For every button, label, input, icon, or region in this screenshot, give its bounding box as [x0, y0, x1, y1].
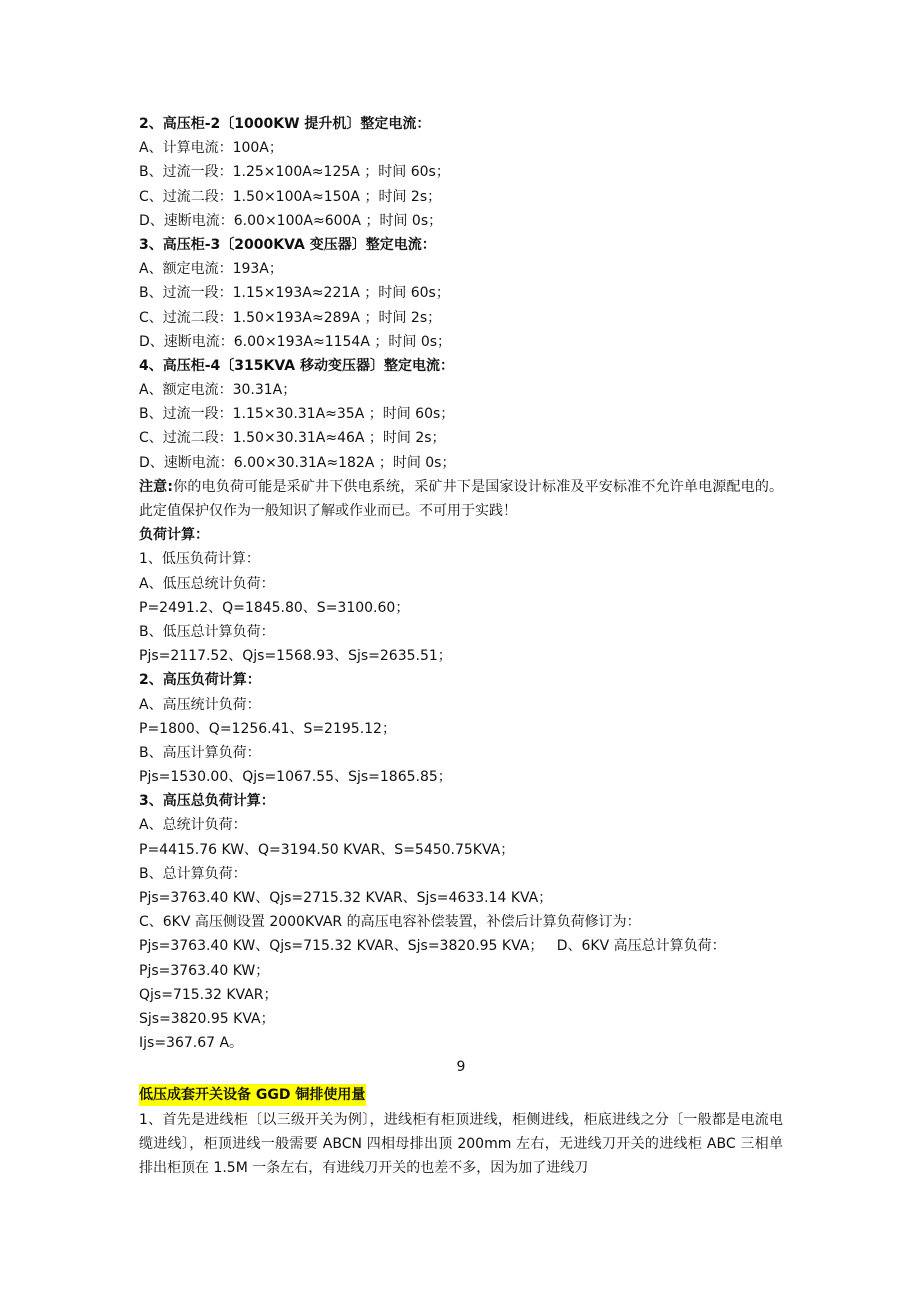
list-item: B、过流一段：1.25×100A≈125A ；时间 60s；	[139, 164, 450, 181]
note-label: 注意:	[139, 478, 173, 495]
low-voltage-calc-value: Pjs=2117.52、Qjs=1568.93、Sjs=2635.51；	[139, 648, 452, 665]
high-voltage-stat-label: A、高压统计负荷：	[139, 696, 261, 713]
low-voltage-calc-label: B、低压总计算负荷：	[139, 623, 275, 640]
low-voltage-title: 1、低压负荷计算：	[139, 551, 260, 568]
low-voltage-stat-value: P=2491.2、Q=1845.80、S=3100.60；	[139, 599, 410, 616]
list-item: C、过流二段：1.50×193A≈289A ；时间 2s；	[139, 309, 442, 326]
compensation-value: Pjs=3763.40 KW、Qjs=715.32 KVAR、Sjs=3820.95 KVA； D、6KV 高压总计算负荷：	[139, 938, 726, 955]
high-voltage-stat-value: P=1800、Q=1256.41、S=2195.12；	[139, 720, 396, 737]
section-heading-cabinet-4: 4、高压柜-4〔315KVA 移动变压器〕整定电流：	[139, 357, 454, 374]
list-item: B、过流一段：1.15×193A≈221A ；时间 60s；	[139, 285, 450, 302]
list-item: D、速断电流：6.00×100A≈600A ；时间 0s；	[139, 212, 443, 229]
total-stat-label: A、总统计负荷：	[139, 817, 247, 834]
final-load-sjs: Sjs=3820.95 KVA；	[139, 1010, 275, 1027]
list-item: C、过流二段：1.50×100A≈150A ；时间 2s；	[139, 188, 442, 205]
final-load-qjs: Qjs=715.32 KVAR；	[139, 986, 278, 1003]
load-calculation-heading: 负荷计算：	[139, 527, 209, 544]
list-item: D、速断电流：6.00×30.31A≈182A ；时间 0s；	[139, 454, 456, 471]
high-voltage-title: 2、高压负荷计算：	[139, 672, 261, 689]
ggd-paragraph: 1、首先是进线柜〔以三级开关为例〕，进线柜有柜顶进线，柜侧进线，柜底进线之分〔一般都是电流电缆进线〕，柜顶进线一般需要 ABCN 四相母排出顶 200mm 左右，无进线刀开关的进线柜 ABC 三相单排出柜顶在 1.5M 一条左右，有进线刀开关的也差不多，因为加了进线刀	[139, 1111, 783, 1177]
section-heading-cabinet-3: 3、高压柜-3〔2000KVA 变压器〕整定电流：	[139, 236, 436, 253]
safety-note	[139, 475, 783, 523]
compensation-text: C、6KV 高压侧设置 2000KVAR 的高压电容补偿装置，补偿后计算负荷修订为：	[139, 914, 641, 931]
document-content	[139, 112, 783, 1181]
section-heading-cabinet-2: 2、高压柜-2〔1000KW 提升机〕整定电流：	[139, 116, 431, 132]
list-item: D、速断电流：6.00×193A≈1154A ；时间 0s；	[139, 333, 452, 350]
list-item: A、计算电流：100A；	[139, 140, 283, 157]
note-text: 你的电负荷可能是采矿井下供电系统，采矿井下是国家设计标准及平安标准不允许单电源配电的。此定值保护仅作为一般知识了解或作业而已。不可用于实践！	[139, 478, 783, 520]
total-calc-label: B、总计算负荷：	[139, 865, 247, 882]
total-calc-value: Pjs=3763.40 KW、Qjs=2715.32 KVAR、Sjs=4633.14 KVA；	[139, 890, 553, 907]
list-item: A、额定电流：30.31A；	[139, 382, 297, 399]
total-load-title: 3、高压总负荷计算：	[139, 793, 275, 810]
page-number: 9	[456, 1059, 466, 1076]
high-voltage-calc-label: B、高压计算负荷：	[139, 744, 261, 761]
list-item: B、过流一段：1.15×30.31A≈35A ；时间 60s；	[139, 406, 455, 423]
final-load-ijs: Ijs=367.67 A。	[139, 1035, 244, 1052]
list-item: C、过流二段：1.50×30.31A≈46A ；时间 2s；	[139, 430, 446, 447]
total-stat-value: P=4415.76 KW、Q=3194.50 KVAR、S=5450.75KVA；	[139, 841, 515, 858]
list-item: A、额定电流：193A；	[139, 261, 283, 278]
low-voltage-stat-label: A、低压总统计负荷：	[139, 575, 275, 592]
ggd-title: 低压成套开关设备 GGD 铜排使用量	[139, 1084, 366, 1106]
ggd-title-line	[139, 1083, 783, 1107]
high-voltage-calc-value: Pjs=1530.00、Qjs=1067.55、Sjs=1865.85；	[139, 769, 452, 786]
final-load-pjs: Pjs=3763.40 KW；	[139, 962, 270, 979]
